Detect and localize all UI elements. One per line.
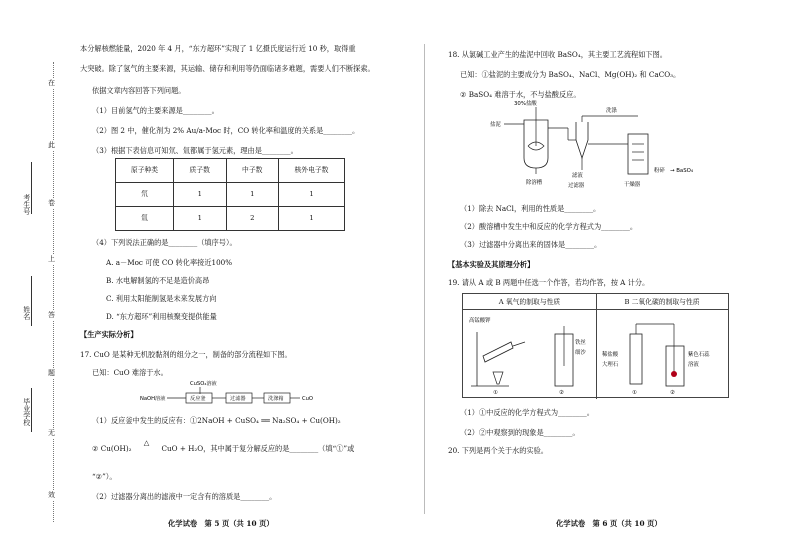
- table-header-cell: 原子种类: [116, 159, 174, 183]
- table-cell: 氘: [116, 183, 174, 207]
- table-cell: 1: [174, 207, 227, 231]
- exp-b-number-2: ②: [670, 390, 675, 396]
- flow-end-label: CuO: [302, 396, 313, 402]
- exp-a-label-kmno4: 高锰酸钾: [469, 318, 491, 324]
- page-footer-right: 化学试卷 第 6 页（共 10 页）: [556, 519, 662, 528]
- school-line[interactable]: [31, 388, 32, 432]
- question-17-known: 已知：CuO 难溶于水。: [92, 368, 168, 377]
- table-cell: 1: [174, 183, 227, 207]
- section-title: 【生产实际分析】: [80, 330, 138, 339]
- heat-condition: △: [143, 438, 150, 447]
- baso4-flow-diagram: [488, 98, 698, 194]
- equation-2-right: CuO + H₂O，其中属于复分解反应的是________（填“①”或: [161, 444, 355, 453]
- question-16-3: （3）根据下表信息可知氘、氚都属于氢元素，理由是________。: [92, 146, 298, 155]
- seal-char: 效: [48, 491, 55, 499]
- question-16-4: （4）下列说法正确的是________（填序号）。: [92, 238, 237, 247]
- exp-b-label-marble: 大理石: [602, 362, 619, 368]
- flow-top-label: CuSO₄溶液: [190, 381, 217, 387]
- question-19: 19. 请从 A 或 B 两题中任选一个作答，若均作答，按 A 计分。: [448, 278, 650, 287]
- question-17-2: （2）过滤器分离出的滤液中一定含有的溶质是________。: [92, 492, 277, 501]
- table-header-cell: 质子数: [174, 159, 227, 183]
- flow-baso4-label: → BaSO₄: [670, 168, 694, 174]
- table-cell: 1: [226, 183, 279, 207]
- table-cell: 1: [279, 183, 345, 207]
- exp-b-label-solution: 溶液: [688, 362, 699, 368]
- question-18-2: （2）酸溶槽中发生中和反应的化学方程式为________。: [460, 222, 638, 231]
- exp-a-label-iron: 铁丝: [575, 340, 586, 346]
- exp-a-number-2: ②: [559, 390, 564, 396]
- option-c: C. 利用太阳能制氢是未来发展方向: [106, 294, 217, 303]
- seal-char: 卷: [48, 199, 55, 207]
- flow-tank-label: 除溶槽: [526, 180, 543, 186]
- question-20: 20. 下列是两个关于水的实验。: [448, 446, 548, 455]
- intro-line: 大突破。除了氢气的主要来源，其运输、储存和利用等仍面临诸多难题，需要人们不断探索。: [80, 64, 375, 73]
- experiment-a-title: A 氧气的制取与性质: [463, 294, 596, 310]
- flow-filter-label: 过滤器: [568, 183, 585, 189]
- experiment-separator: [596, 294, 597, 399]
- question-16-1: （1）目前氢气的主要来源是________。: [92, 106, 219, 115]
- table-header-row: [116, 159, 345, 183]
- option-b: B. 水电解制氢的不足是造价高昂: [106, 276, 210, 285]
- option-d: D. “东方超环”利用核聚变提供能量: [106, 312, 217, 321]
- intro-line: 依据文章内容回答下列问题。: [92, 86, 186, 95]
- question-17-1-tail: “②”）。: [92, 472, 117, 481]
- seal-char: 上: [48, 255, 55, 263]
- flow-salt-label: 盐泥: [490, 122, 501, 128]
- seal-line: [53, 62, 54, 522]
- table-cell: 氚: [116, 207, 174, 231]
- experiment-b-title: B 二氧化碳的制取与性质: [596, 294, 728, 310]
- flow-box-reactor: 反应釜: [190, 396, 206, 402]
- question-19-1: （1）①中反应的化学方程式为________。: [460, 408, 594, 417]
- question-16-2: （2）图 2 中，催化剂为 2% Au/a-Moc 时，CO 转化率和温度的关系是________。: [92, 126, 360, 135]
- examinee-number-line[interactable]: [31, 162, 32, 214]
- question-17-1: [92, 416, 341, 425]
- binding-margin: [0, 0, 72, 560]
- exp-b-number-1: ①: [632, 390, 637, 396]
- question-19-2: （2）②中观察到的现象是________。: [460, 428, 580, 437]
- equation-1: 2NaOH + CuSO₄ ══ Na₂SO₄ + Cu(OH)₂: [197, 416, 341, 425]
- flow-box-filter: 过滤器: [230, 396, 246, 402]
- seal-char: 此: [48, 141, 55, 149]
- question-17-1-line2: [92, 438, 355, 453]
- table-row: [116, 183, 345, 207]
- question-18: 18. 从氯碱工业产生的盐泥中回收 BaSO₄，其主要工艺流程如下图。: [448, 50, 667, 59]
- question-18-known-1: 已知：①盐泥的主要成分为 BaSO₄、NaCl、Mg(OH)₂ 和 CaCO₃。: [460, 70, 681, 79]
- experiment-table: [462, 293, 729, 398]
- question-18-3: （3）过滤器中分离出来的固体是________。: [460, 240, 602, 249]
- flow-product-label: 粉碎: [654, 168, 665, 174]
- table-header-cell: 核外电子数: [279, 159, 345, 183]
- option-a: A. a－Moc 可使 CO 转化率接近100%: [106, 258, 233, 267]
- flow-box-wash: 洗涤箱: [268, 396, 284, 402]
- school-label: 毕业学校: [22, 398, 31, 426]
- table-cell: 1: [279, 207, 345, 231]
- seal-char: 题: [48, 369, 55, 377]
- seal-char: 无: [48, 429, 55, 437]
- flow-dryer-label: 干燥器: [624, 182, 641, 188]
- question-18-known-2: ② BaSO₄ 难溶于水，不与盐酸反应。: [460, 90, 581, 99]
- exp-b-label-litmus: 紫色石蕊: [688, 352, 710, 358]
- flow-wash-label: 洗涤: [606, 108, 617, 114]
- name-label: 姓名: [22, 306, 31, 320]
- exp-a-number-1: ①: [493, 390, 498, 396]
- seal-char: 答: [48, 311, 55, 319]
- question-18-1: （1）除去 NaCl，利用的性质是________。: [460, 204, 601, 213]
- intro-line: 本分解核燃能量，2020 年 4 月，“东方超环”实现了 1 亿摄氏度运行近 10 秒，取得重: [80, 44, 356, 53]
- table-header-cell: 中子数: [226, 159, 279, 183]
- experiment-a-apparatus: [467, 312, 593, 396]
- equation-2-left: ② Cu(OH)₂: [92, 444, 132, 453]
- section-title: 【基本实验及其原理分析】: [448, 260, 535, 269]
- table-cell: 2: [226, 207, 279, 231]
- seal-char: 在: [48, 79, 55, 87]
- cuo-flow-diagram: [140, 378, 320, 410]
- examinee-number-label: 考生号: [22, 194, 31, 215]
- experiment-b-apparatus: [600, 312, 726, 396]
- question-17: 17. CuO 是某种无机胶黏剂的组分之一，制备的部分流程如下图。: [80, 350, 292, 359]
- flow-acid-label: 30%盐酸: [514, 101, 537, 107]
- exp-a-label-sand: 细沙: [575, 350, 586, 356]
- flow-filtrate-label: 滤液: [572, 173, 583, 179]
- question-17-1-prefix: （1）反应釜中发生的反应有：①: [92, 416, 198, 425]
- table-row: [116, 207, 345, 231]
- isotope-table: [115, 158, 345, 231]
- page-divider: [424, 44, 425, 514]
- exp-b-label-acid: 稀盐酸: [602, 352, 619, 358]
- page-footer-left: 化学试卷 第 5 页（共 10 页）: [168, 519, 274, 528]
- flow-left-label: NaOH溶液: [140, 396, 166, 402]
- name-line[interactable]: [31, 276, 32, 326]
